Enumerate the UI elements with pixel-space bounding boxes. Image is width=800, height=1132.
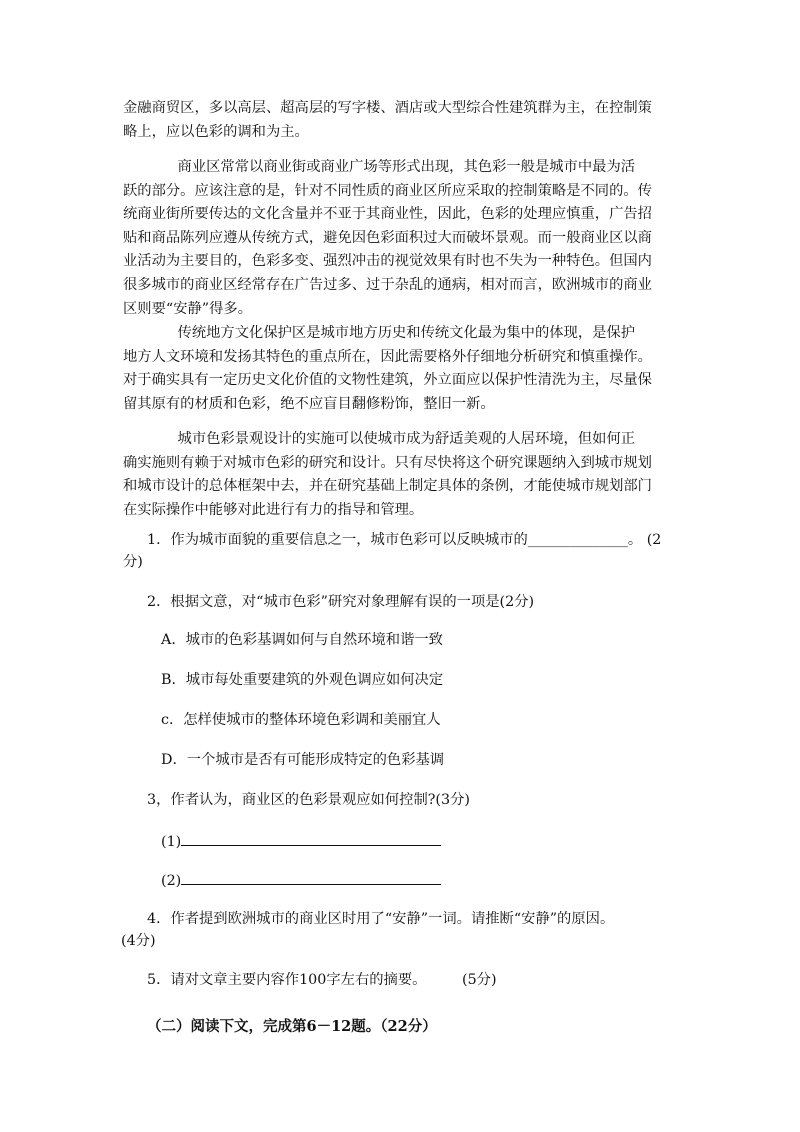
question-4-score: (4分) <box>121 933 156 949</box>
text-line: 区则要“安静”得多。 <box>123 300 252 317</box>
text-line: 统商业街所要传达的文化含量并不亚于其商业性，因此，色彩的处理应慎重，广告招 <box>123 206 652 223</box>
text-line: 对于确实具有一定历史文化价值的文物性建筑，外立面应以保护性清洗为主，尽量保 <box>123 372 652 389</box>
question-5-score: (5分) <box>462 972 497 988</box>
question-2-option-c[interactable]: c．怎样使城市的整体环境色彩调和美丽宜人 <box>161 712 441 728</box>
question-1-score: 。 (2 <box>627 532 662 548</box>
answer-blank-line[interactable] <box>181 869 441 885</box>
text-line: 贴和商品陈列应遵从传统方式，避免因色彩面积过大而破坏景观。而一般商业区以商 <box>123 229 652 246</box>
question-3-answer-1 <box>161 830 441 854</box>
text-line: 业活动为主要目的，色彩多变、强烈冲击的视觉效果有时也不失为一种特色。但国内 <box>123 253 652 270</box>
text-line: 地方人文环境和发扬其特色的重点所在，因此需要格外仔细地分析研究和慎重操作。 <box>123 348 652 365</box>
text-line: 金融商贸区，多以高层、超高层的写字楼、酒店或大型综合性建筑群为主，在控制策 <box>123 100 652 116</box>
paragraph-heritage-district <box>123 322 668 416</box>
text-line: 略上，应以色彩的调和为主。 <box>123 123 309 140</box>
text-line: 传统地方文化保护区是城市地方历史和传统文化最为集中的体现，是保护 <box>123 325 636 341</box>
text-line: 和城市设计的总体框架中去，并在研究基础上制定具体的条例，才能使城市规划部门 <box>123 478 652 495</box>
question-1-blank[interactable]: ______________ <box>527 532 628 548</box>
question-1-score-cont: 分) <box>123 554 143 570</box>
answer-blank-line[interactable] <box>181 830 441 846</box>
text-line: 商业区常常以商业街或商业广场等形式出现，其色彩一般是城市中最为活 <box>123 159 636 175</box>
text-line: 在实际操作中能够对此进行有力的指导和管理。 <box>123 501 424 518</box>
question-3-sub-label: (1) <box>161 834 182 850</box>
question-2-option-a[interactable]: A．城市的色彩基调如何与自然环境和谐一致 <box>161 632 443 648</box>
section-title: （二）阅读下文，完成第6－12题。（22分） <box>147 1018 437 1035</box>
paragraph-color-design <box>123 428 668 522</box>
question-1-text: 1．作为城市面貌的重要信息之一，城市色彩可以反映城市的 <box>147 532 528 548</box>
question-2-option-d[interactable]: D．一个城市是否有可能形成特定的色彩基调 <box>161 752 445 768</box>
text-line: 很多城市的商业区经常存在广告过多、过于杂乱的通病，相对而言，欧洲城市的商业 <box>123 276 652 293</box>
question-2: 2．根据文意，对“城市色彩”研究对象理解有误的一项是(2分) <box>147 594 535 610</box>
text-line: 城市色彩景观设计的实施可以使城市成为舒适美观的人居环境，但如何正 <box>123 431 636 447</box>
text-line: 留其原有的材质和色彩，绝不应盲目翻修粉饰，整旧一新。 <box>123 395 495 412</box>
paragraph-commercial-district <box>123 156 668 321</box>
question-2-option-b[interactable]: B．城市每处重要建筑的外观色调应如何决定 <box>161 672 444 688</box>
question-3: 3，作者认为，商业区的色彩景观应如何控制?(3分) <box>147 792 470 808</box>
question-3-answer-2 <box>161 869 441 893</box>
question-1 <box>147 529 661 552</box>
text-line: 确实施则有赖于对城市色彩的研究和设计。只有尽快将这个研究课题纳入到城市规划 <box>123 454 652 471</box>
question-5: 5．请对文章主要内容作100字左右的摘要。 <box>147 972 427 988</box>
text-line: 跃的部分。应该注意的是，针对不同性质的商业区所应采取的控制策略是不同的。传 <box>123 182 652 199</box>
question-3-sub-label: (2) <box>161 873 182 889</box>
paragraph-financial-district <box>123 97 668 144</box>
question-4: 4．作者提到欧洲城市的商业区时用了“安静”一词。请推断“安静”的原因。 <box>147 911 615 927</box>
